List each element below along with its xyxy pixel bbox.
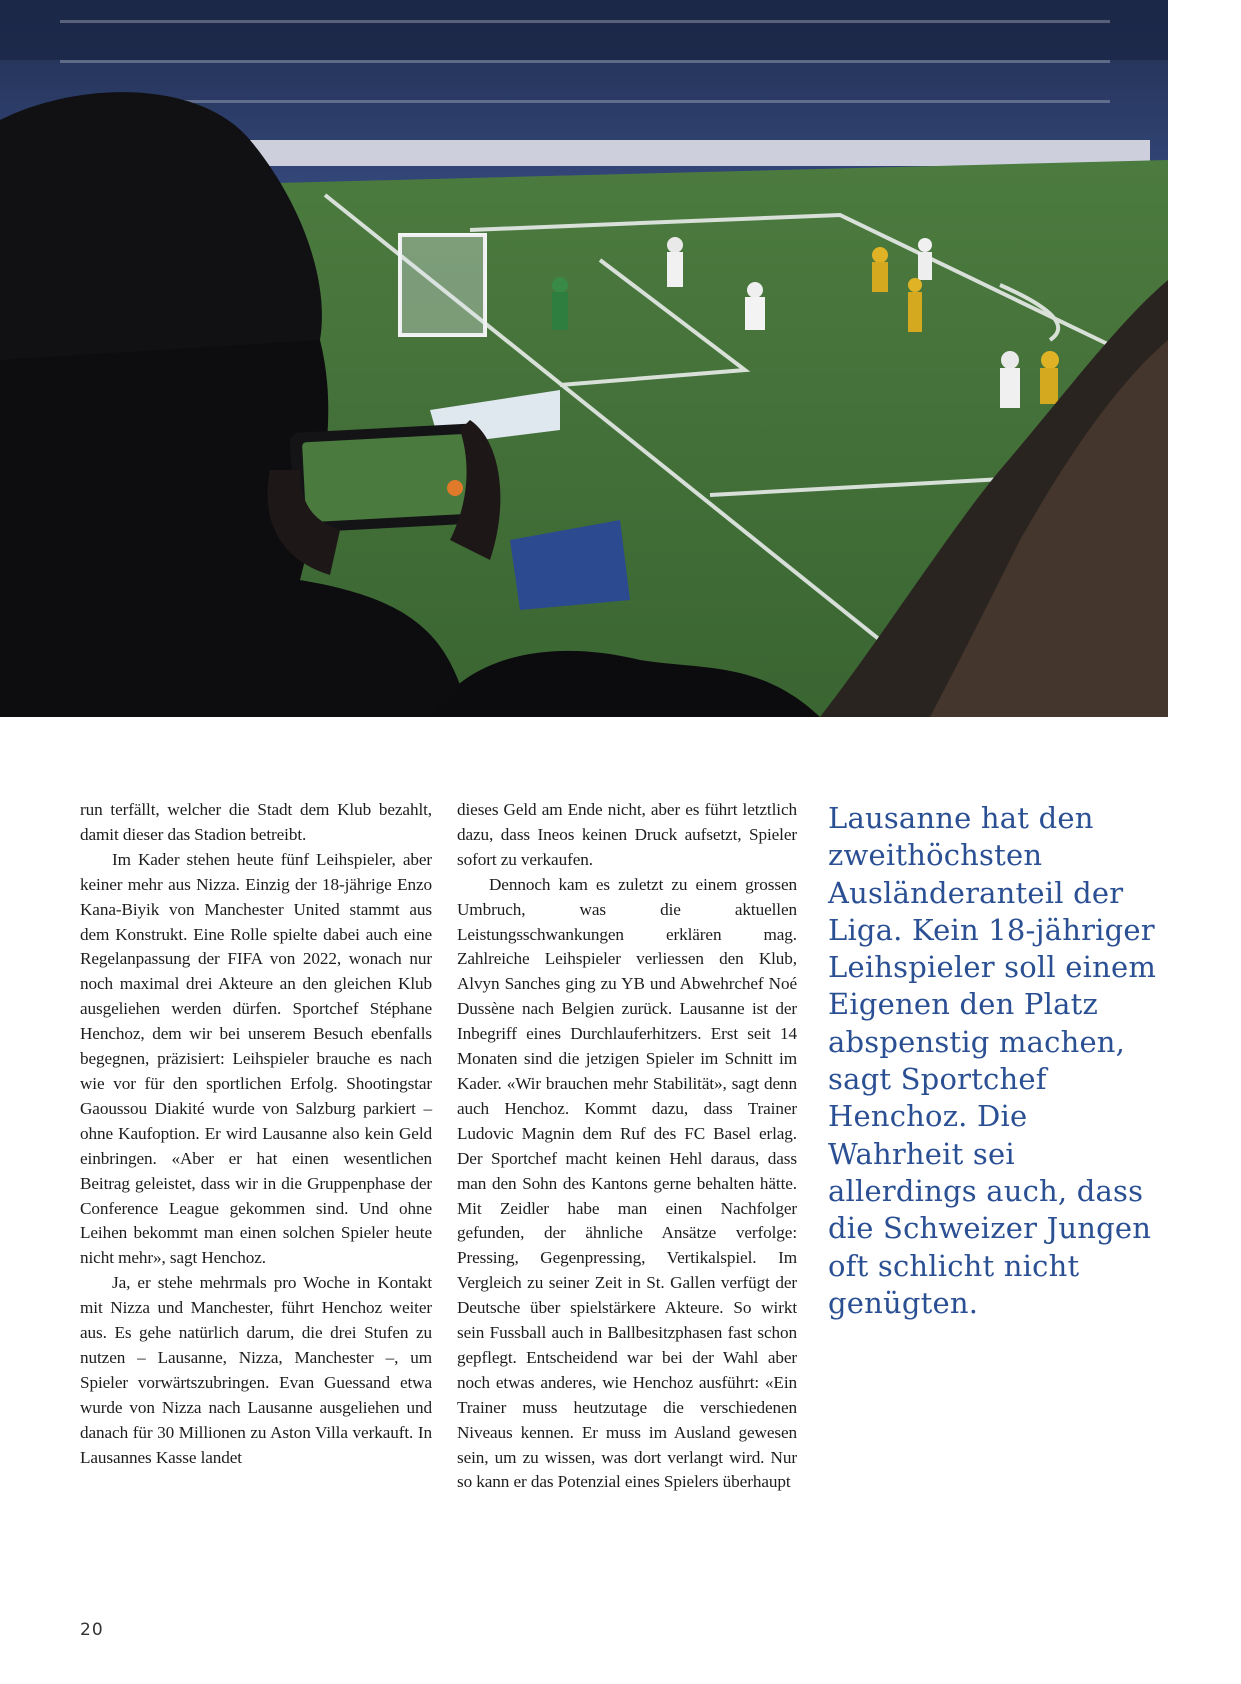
- page-number: 20: [80, 1620, 104, 1640]
- article-paragraph: Im Kader stehen heute fünf Leihspieler, aber keiner mehr aus Nizza. Einzig der 18-jährige Enzo Kana-Biyik von Manchester United stammt aus dem Konstrukt. Eine Rolle spielte dabei auch eine Regelanpassung der FIFA von 2022, wonach nur noch maximal drei Akteure an den gleichen Klub ausgeliehen werden dürfen. Sportchef Stéphane Henchoz, dem wir bei unserem Besuch ebenfalls begegnen, präzisiert: Leihspieler brauche es nach wie vor für den sportlichen Erfolg. Shootingstar Gaoussou Diakité wurde von Salzburg parkiert – ohne Kaufoption. Er wird Lausanne also kein Geld einbringen. «Aber er hat einen wesentlichen Beitrag geleistet, dass wir in die Gruppenphase der Conference League gekommen sind. Und ohne Leihen bekommt man einen solchen Spieler heute nicht mehr», sagt Henchoz.: [80, 849, 432, 1268]
- article-column-1: [80, 798, 432, 1470]
- stadium-photo: [0, 0, 1168, 717]
- article-paragraph: Ja, er stehe mehrmals pro Woche in Kontakt mit Nizza und Manchester, führt Henchoz weiter aus. Es gehe natürlich darum, die drei Stufen zu nutzen – Lausanne, Nizza, Manchester –, um Spieler vorwärtszubringen. Evan Guessand etwa wurde von Nizza nach Lausanne ausgeliehen und danach für 30 Millionen zu Aston Villa verkauft. In Lausannes Kasse landet: [80, 1273, 432, 1467]
- article-paragraph: Dennoch kam es zuletzt zu einem grossen Umbruch, was die aktuellen Leistungsschwankungen erklären mag. Zahlreiche Leihspieler verliessen den Klub, Alvyn Sanches ging zu YB und Abwehrchef Noé Dussène nach Belgien zurück. Lausanne ist der Inbegriff eines Durchlauferhitzers. Erst seit 14 Monaten sind die jetzigen Spieler im Schnitt im Kader. «Wir brauchen mehr Stabilität», sagt denn auch Henchoz. Kommt dazu, dass Trainer Ludovic Magnin dem Ruf des FC Basel erlag. Der Sportchef macht keinen Hehl daraus, dass man den Sohn des Kantons gerne behalten hätte. Mit Zeidler habe man einen Nachfolger gefunden, der ähnliche Ansätze verfolge: Pressing, Gegenpressing, Vertikalspiel. Im Vergleich zu seiner Zeit in St. Gallen verfügt der Deutsche über spielstärkere Akteure. So wirkt sein Fussball auch in Ballbesitzphasen fast schon gepflegt. Entscheidend war bei der Wahl aber noch etwas anderes, wie Henchoz ausführt: «Ein Trainer muss heutzutage die verschiedenen Niveaus kennen. Er muss im Ausland gewesen sein, um zu wissen, was dort verlangt wird. Nur so kann er das Potenzial eines Spielers überhaupt: [457, 874, 797, 1492]
- pull-quote: Lausanne hat den zweithöchsten Ausländeranteil der Liga. Kein 18-jähriger Leihspieler soll einem Eigenen den Platz abspenstig machen, sagt Sportchef Henchoz. Die Wahrheit sei allerdings auch, dass die Schweizer Jungen oft schlicht nicht genügten.: [828, 801, 1157, 1320]
- article-column-2: [457, 798, 797, 1495]
- stadium-photo-illustration: [0, 0, 1168, 717]
- article-paragraph: dieses Geld am Ende nicht, aber es führt letztlich dazu, dass Ineos keinen Druck aufsetzt, Spieler sofort zu verkaufen.: [457, 800, 797, 869]
- article-paragraph: run terfällt, welcher die Stadt dem Klub bezahlt, damit dieser das Stadion betreibt.: [80, 800, 432, 844]
